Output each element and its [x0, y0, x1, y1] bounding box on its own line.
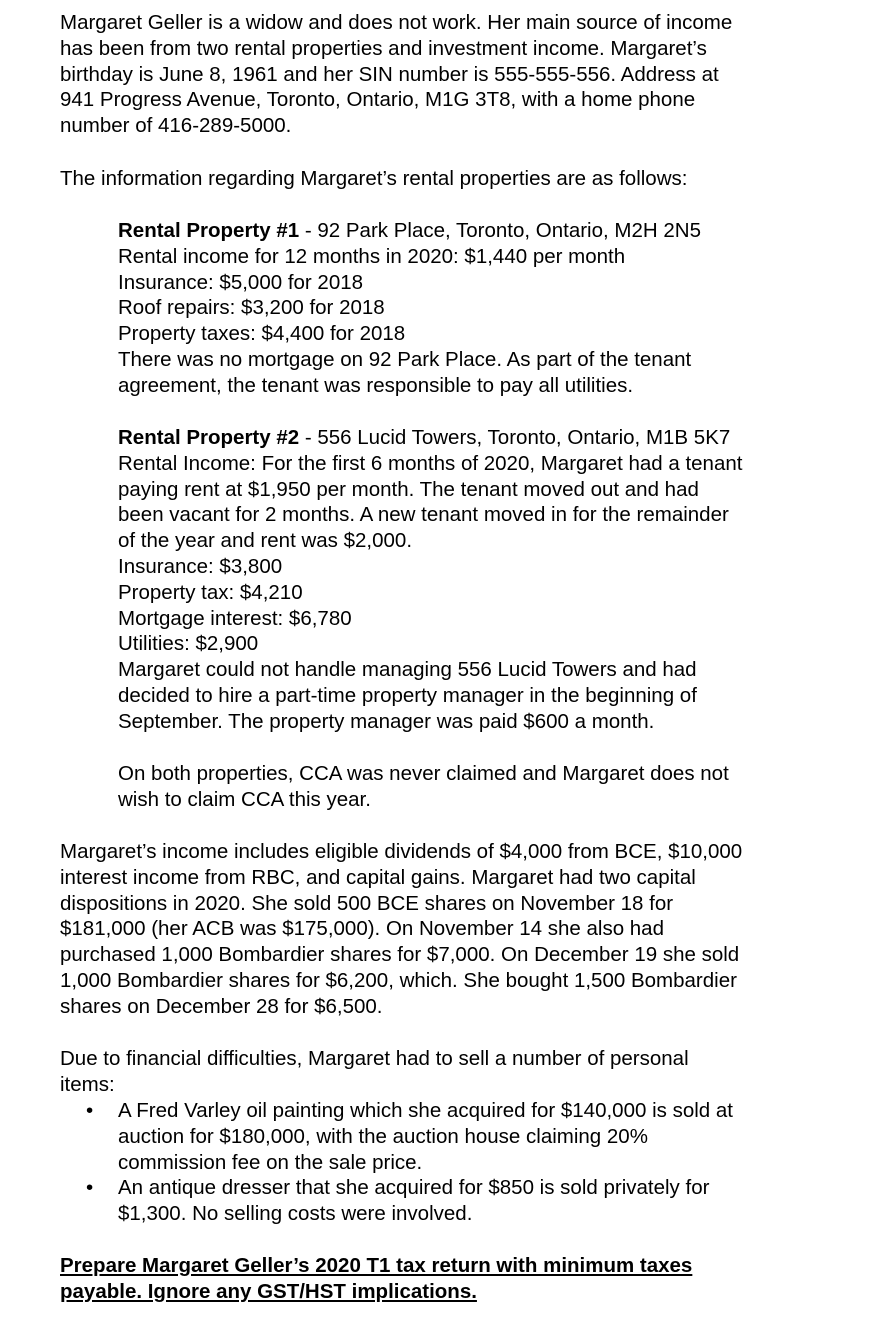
personal-intro-line: items:	[60, 1072, 115, 1096]
property-2-line: Rental Income: For the first 6 months of 2020, Margaret had a tenant	[118, 451, 743, 475]
property-1-heading	[118, 218, 878, 244]
list-item	[60, 1098, 860, 1175]
investment-line: $181,000 (her ACB was $175,000). On November 14 she also had	[60, 917, 664, 941]
property-2-line: Utilities: $2,900	[118, 632, 259, 656]
property-2-line: paying rent at $1,950 per month. The tenant moved out and had	[118, 477, 699, 501]
property-1-title: Rental Property #1	[118, 219, 300, 242]
investment-line: Margaret’s income includes eligible dividends of $4,000 from BCE, $10,000	[60, 840, 743, 863]
property-1-line: Insurance: $5,000 for 2018	[118, 270, 364, 294]
property-2-line: Margaret could not handle managing 556 Lucid Towers and had	[118, 658, 697, 682]
property-2-address: - 556 Lucid Towers, Toronto, Ontario, M1B 5K7	[299, 426, 731, 449]
property-2-title: Rental Property #2	[118, 426, 300, 449]
instruction-line: Prepare Margaret Geller’s 2020 T1 tax return with minimum taxes	[60, 1254, 693, 1277]
instruction-line: payable. Ignore any GST/HST implications.	[60, 1279, 477, 1303]
investment-line: dispositions in 2020. She sold 500 BCE shares on November 18 for	[60, 891, 674, 915]
property-1-line: agreement, the tenant was responsible to pay all utilities.	[118, 373, 634, 397]
property-1-line: Rental income for 12 months in 2020: $1,440 per month	[118, 244, 626, 268]
property-2-line: Mortgage interest: $6,780	[118, 606, 352, 630]
property-1-line: There was no mortgage on 92 Park Place. As part of the tenant	[118, 347, 692, 371]
bullet-icon: •	[86, 1176, 94, 1200]
rental-intro-line: The information regarding Margaret’s rental properties are as follows:	[60, 167, 688, 190]
investment-line: 1,000 Bombardier shares for $6,200, which. She bought 1,500 Bombardier	[60, 968, 737, 992]
bullet-icon: •	[86, 1099, 94, 1122]
cca-note-line: On both properties, CCA was never claimed and Margaret does not	[118, 762, 729, 785]
investment-line: purchased 1,000 Bombardier shares for $7,000. On December 19 she sold	[60, 943, 740, 967]
instruction-footer	[60, 1253, 860, 1305]
investment-line: shares on December 28 for $6,500.	[60, 994, 383, 1018]
intro-line: has been from two rental properties and investment income. Margaret’s	[60, 36, 707, 60]
property-2-heading	[118, 425, 878, 451]
rental-property-1	[118, 218, 878, 399]
investment-paragraph	[60, 839, 880, 1020]
intro-line: 941 Progress Avenue, Toronto, Ontario, M1G 3T8, with a home phone	[60, 88, 696, 112]
intro-line: number of 416-289-5000.	[60, 114, 292, 138]
rental-intro	[60, 166, 860, 192]
property-2-line: Insurance: $3,800	[118, 554, 283, 578]
property-2-line: September. The property manager was paid $600 a month.	[118, 709, 655, 733]
property-2-line: Property tax: $4,210	[118, 580, 303, 604]
property-1-line: Property taxes: $4,400 for 2018	[118, 322, 406, 346]
list-item-line: An antique dresser that she acquired for $850 is sold privately for	[118, 1176, 710, 1200]
intro-paragraph	[60, 10, 860, 139]
personal-items-list	[60, 1098, 860, 1227]
list-item-line: commission fee on the sale price.	[118, 1150, 423, 1174]
personal-items-intro	[60, 1046, 860, 1098]
list-item-line: A Fred Varley oil painting which she acquired for $140,000 is sold at	[118, 1099, 733, 1122]
cca-note-line: wish to claim CCA this year.	[118, 787, 371, 811]
list-item	[60, 1175, 860, 1227]
list-item-line: auction for $180,000, with the auction house claiming 20%	[118, 1124, 648, 1148]
property-2-line: of the year and rent was $2,000.	[118, 529, 413, 553]
property-2-line: been vacant for 2 months. A new tenant moved in for the remainder	[118, 503, 729, 527]
list-item-line: $1,300. No selling costs were involved.	[118, 1202, 473, 1226]
rental-property-2	[118, 425, 878, 735]
property-1-address: - 92 Park Place, Toronto, Ontario, M2H 2N5	[299, 219, 701, 242]
intro-line: birthday is June 8, 1961 and her SIN number is 555-555-556. Address at	[60, 62, 719, 86]
property-2-line: decided to hire a part-time property manager in the beginning of	[118, 683, 697, 707]
investment-line: interest income from RBC, and capital gains. Margaret had two capital	[60, 865, 696, 889]
property-1-line: Roof repairs: $3,200 for 2018	[118, 296, 385, 320]
personal-intro-line: Due to financial difficulties, Margaret had to sell a number of personal	[60, 1047, 689, 1070]
cca-note	[118, 761, 878, 813]
intro-line: Margaret Geller is a widow and does not work. Her main source of income	[60, 11, 733, 34]
